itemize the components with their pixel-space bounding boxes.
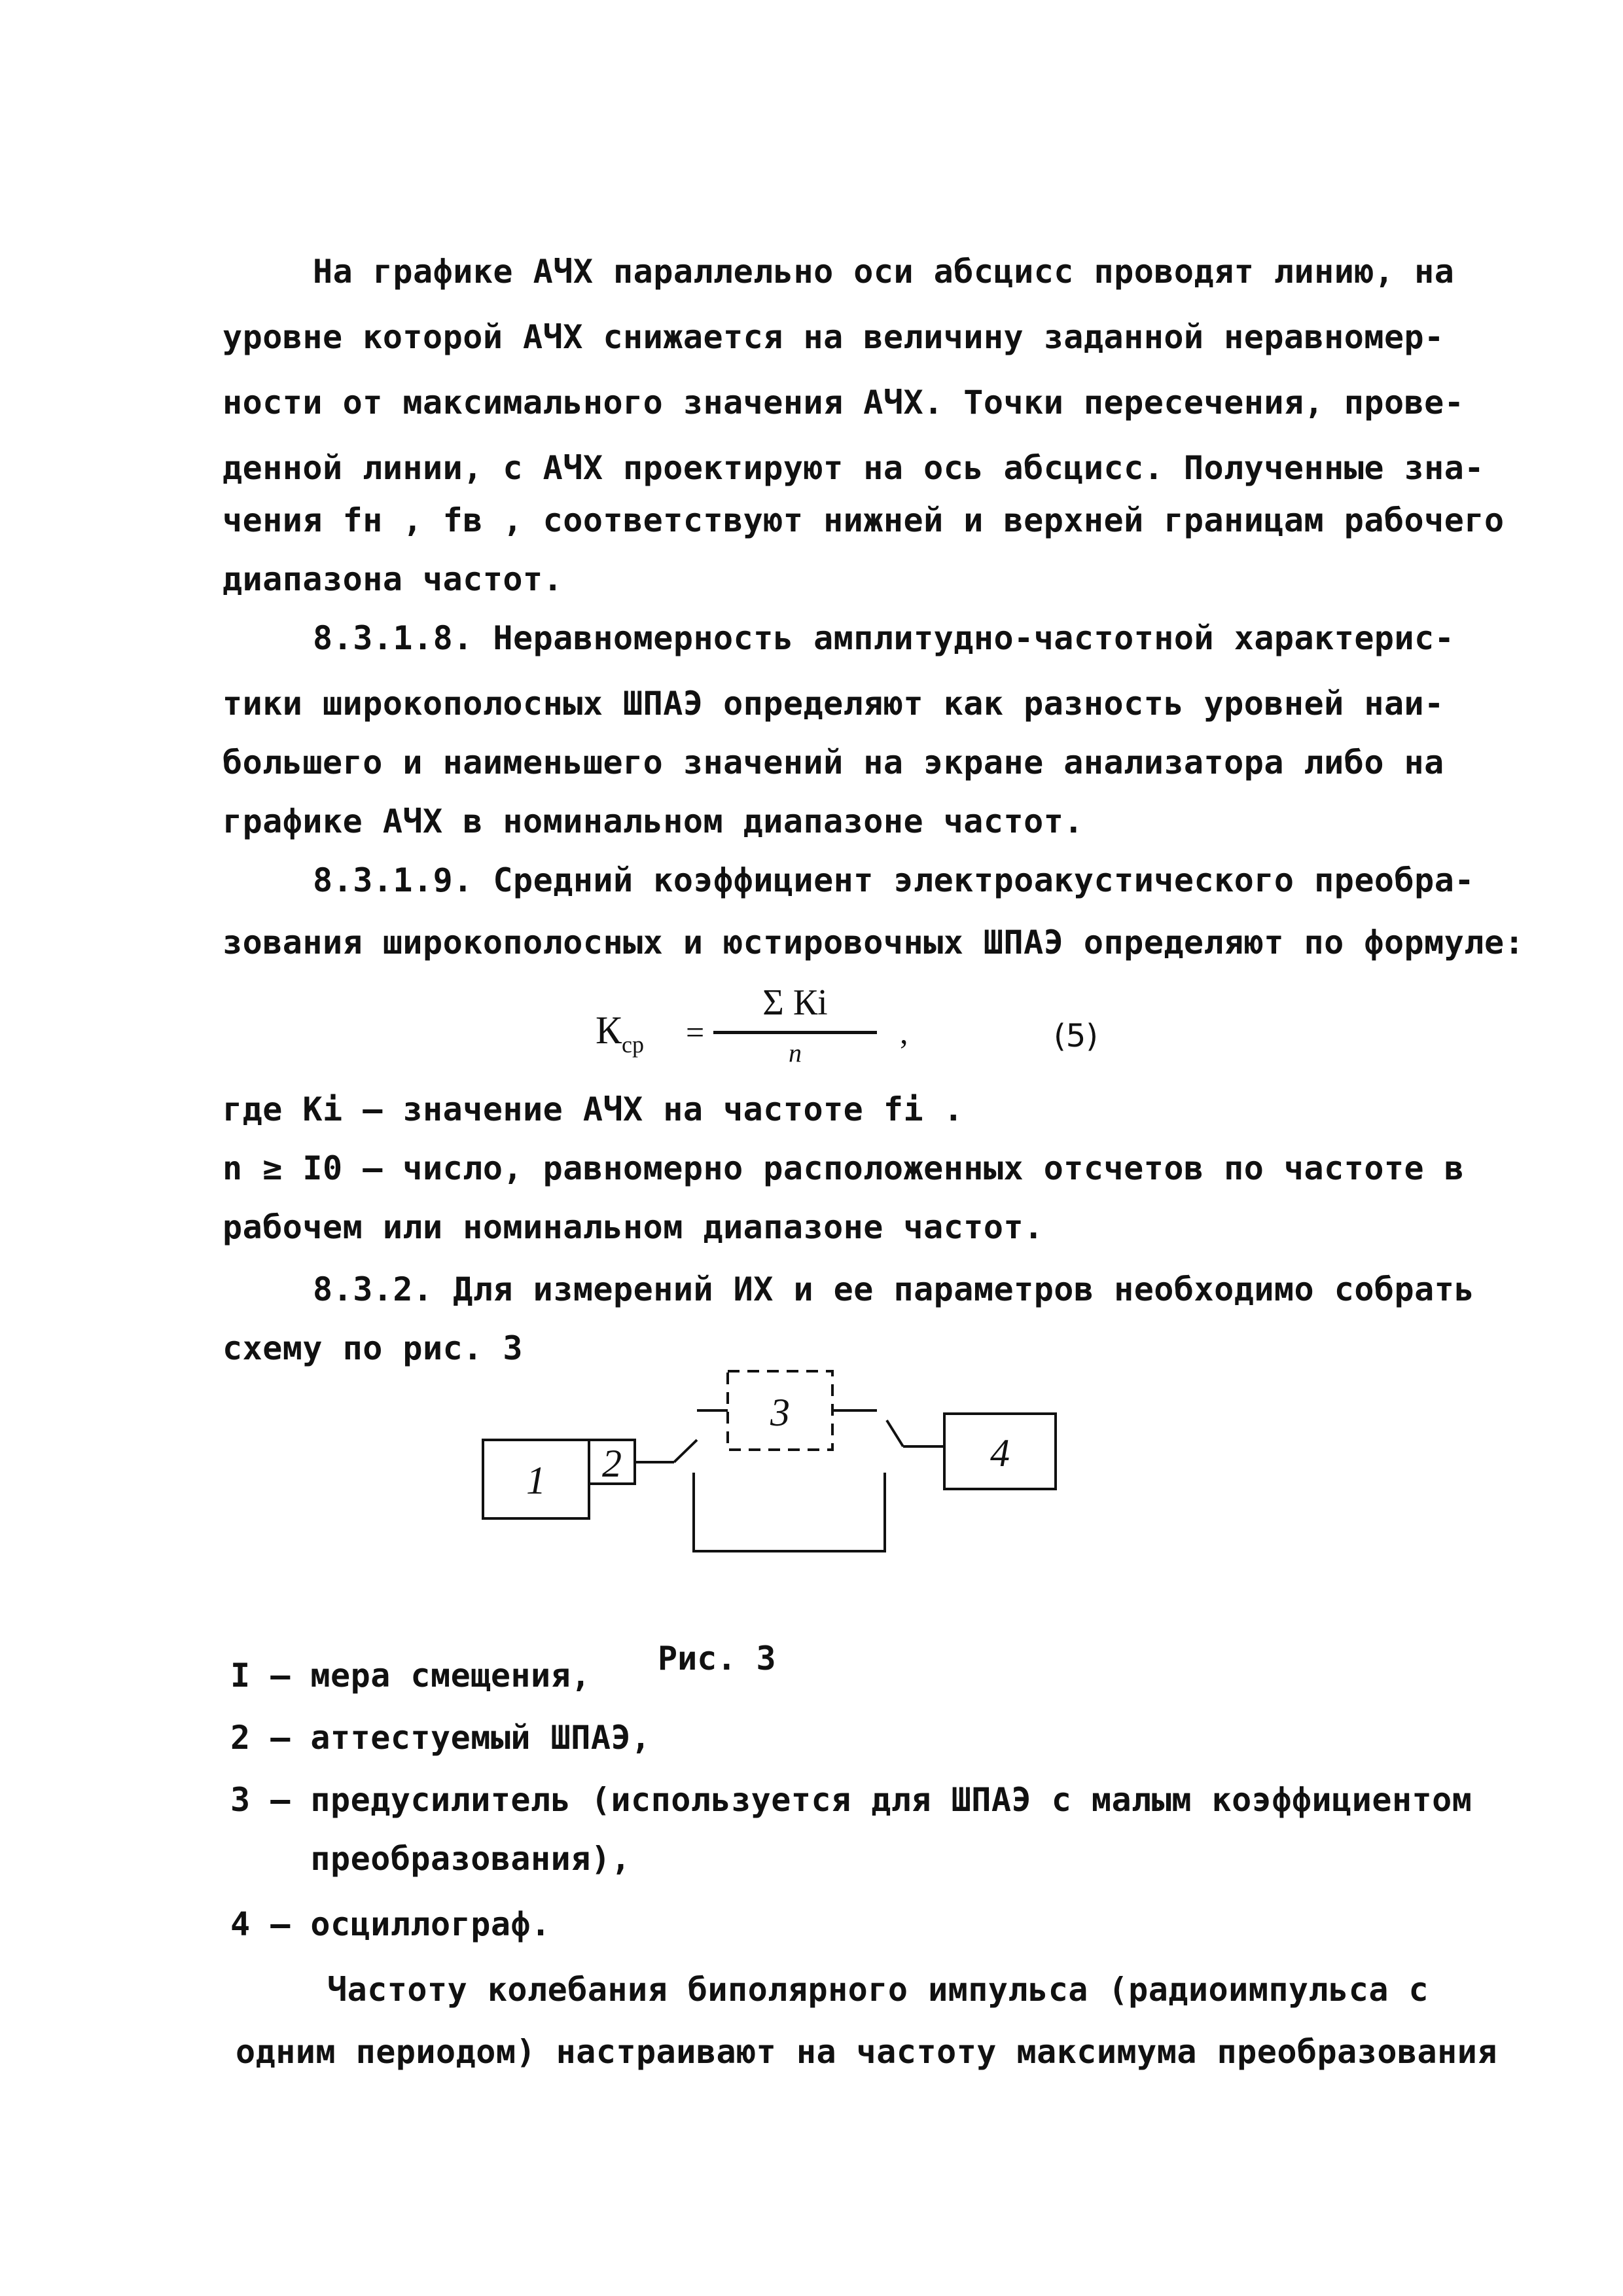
paragraph-1-line-4: денной линии, с АЧХ проектируют на ось абсцисс. Полученные зна- bbox=[223, 449, 1484, 487]
formula-denominator: n bbox=[789, 1038, 802, 1067]
switch-right-lever bbox=[887, 1420, 903, 1446]
paragraph-5-line-2: одним периодом) настраивают на частоту максимума преобразования bbox=[236, 2033, 1497, 2071]
figure-caption: Рис. 3 bbox=[658, 1640, 776, 1677]
paragraph-1-line-5: чения fн , fв , соответствуют нижней и верхней границам рабочего bbox=[223, 501, 1505, 539]
paragraph-2-line-3: большего и наименьшего значений на экране анализатора либо на bbox=[223, 744, 1444, 781]
paragraph-1-line-2: уровне которой АЧХ снижается на величину заданной неравномер- bbox=[223, 318, 1444, 356]
bypass-line bbox=[694, 1473, 885, 1551]
block-1-label: 1 bbox=[526, 1459, 546, 1502]
paragraph-2-line-1: 8.3.1.8. Неравномерность амплитудно-частотной характерис- bbox=[313, 619, 1455, 657]
paragraph-1-line-3: ности от максимального значения АЧХ. Точки пересечения, прове- bbox=[223, 384, 1465, 422]
where-line-1: где Кi – значение АЧХ на частоте fi . bbox=[223, 1090, 964, 1128]
formula-numerator: Σ Кi bbox=[762, 982, 828, 1023]
formula-k: К bbox=[596, 1009, 622, 1052]
paragraph-2-line-2: тики широкополосных ШПАЭ определяют как разность уровней наи- bbox=[223, 685, 1444, 723]
paragraph-2-line-4: графике АЧХ в номинальном диапазоне частот. bbox=[223, 802, 1084, 840]
where-line-3: рабочем или номинальном диапазоне частот. bbox=[223, 1208, 1044, 1246]
paragraph-3-line-1: 8.3.1.9. Средний коэффициент электроакустического преобра- bbox=[313, 861, 1474, 899]
legend-item-4: 4 – осциллограф. bbox=[230, 1905, 551, 1943]
legend-item-3-cont: преобразования), bbox=[230, 1840, 632, 1878]
formula-equals: = bbox=[686, 1014, 705, 1050]
formula-number: (5) bbox=[1054, 1018, 1098, 1054]
formula-comma: , bbox=[900, 1014, 908, 1050]
paragraph-4-line-1: 8.3.2. Для измерений ИХ и ее параметров необходимо собрать bbox=[313, 1270, 1474, 1308]
paragraph-1-line-1: На графике АЧХ параллельно оси абсцисс проводят линию, на bbox=[313, 253, 1455, 291]
switch-lever bbox=[674, 1440, 697, 1462]
block-2-label: 2 bbox=[602, 1442, 622, 1485]
paragraph-4-line-2: схему по рис. 3 bbox=[223, 1329, 524, 1367]
legend-item-2: 2 – аттестуемый ШПАЭ, bbox=[230, 1719, 651, 1757]
legend-item-3: 3 – предусилитель (используется для ШПАЭ с малым коэффициентом bbox=[230, 1781, 1472, 1819]
block-4-label: 4 bbox=[990, 1431, 1010, 1475]
paragraph-1-line-6: диапазона частот. bbox=[223, 560, 563, 598]
paragraph-5-line-1: Частоту колебания биполярного импульса (радиоимпульса с bbox=[327, 1971, 1429, 2009]
legend-item-1: I – мера смещения, bbox=[230, 1657, 591, 1695]
paragraph-3-line-2: зования широкополосных и юстировочных ШПАЭ определяют по формуле: bbox=[223, 924, 1525, 961]
where-line-2: n ≥ I0 – число, равномерно расположенных отсчетов по частоте в bbox=[223, 1149, 1465, 1187]
formula-lhs-subscript: ср bbox=[622, 1031, 645, 1058]
block-3-label: 3 bbox=[770, 1391, 790, 1434]
